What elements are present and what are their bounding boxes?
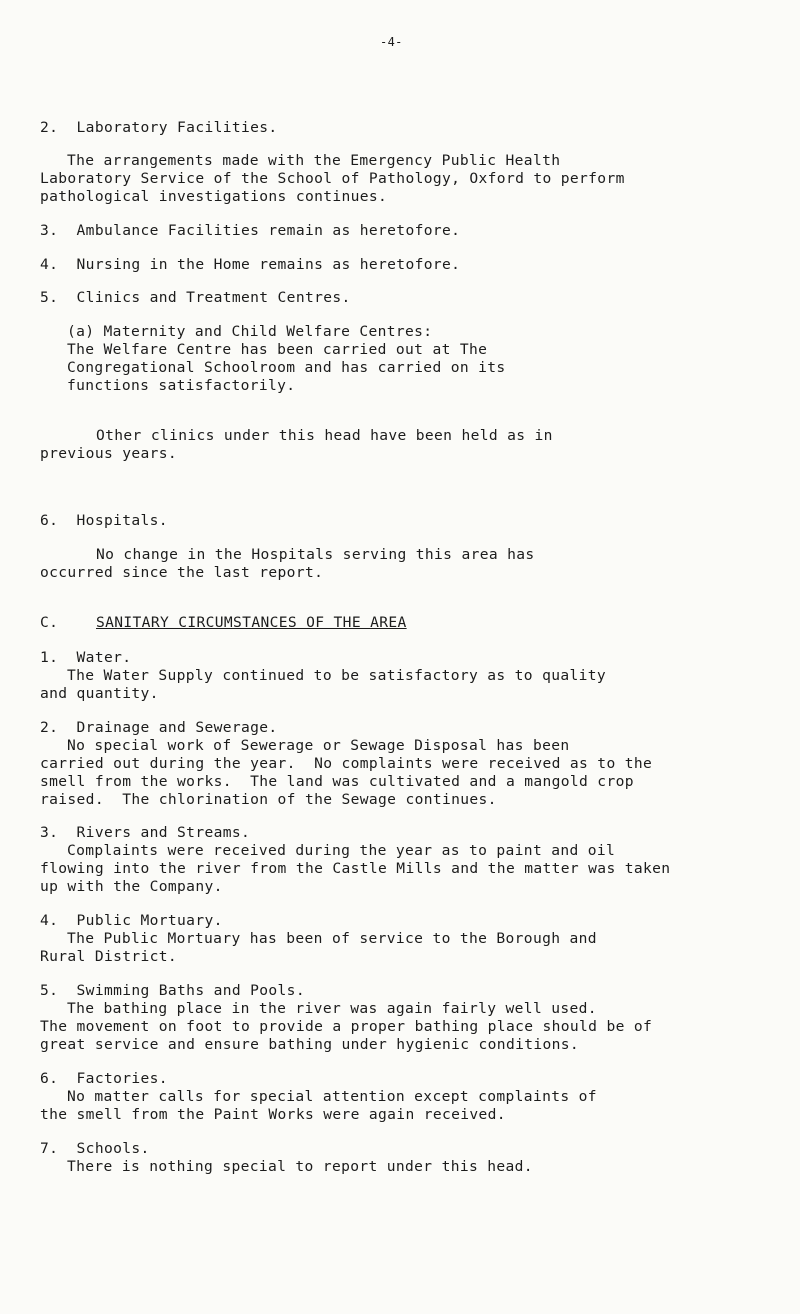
paragraph-line: The Welfare Centre has been carried out at The [67,341,488,358]
paragraph-line: and quantity. [40,685,159,702]
subsection-heading-rivers: 3. Rivers and Streams. [40,824,251,841]
paragraph-line: up with the Company. [40,878,223,895]
paragraph-line: No matter calls for special attention except complaints of [67,1088,597,1105]
paragraph-line: No special work of Sewerage or Sewage Disposal has been [67,737,570,754]
subsection-heading-water: 1. Water. [40,649,132,666]
paragraph-line: No change in the Hospitals serving this area has [96,546,535,563]
paragraph-line: Laboratory Service of the School of Pathology, Oxford to perform [40,170,625,187]
section-nursing: 4. Nursing in the Home remains as heretofore. [40,256,461,273]
paragraph-line: The movement on foot to provide a proper bathing place should be of [40,1018,653,1035]
paragraph-line: Rural District. [40,948,178,965]
page-number: -4- [380,35,403,49]
paragraph-line: occurred since the last report. [40,564,324,581]
paragraph-line: carried out during the year. No complaints were received as to the [40,755,653,772]
paragraph-line: pathological investigations continues. [40,188,388,205]
subsection-heading-factories: 6. Factories. [40,1070,168,1087]
paragraph-line: smell from the works. The land was cultivated and a mangold crop [40,773,634,790]
paragraph-line: flowing into the river from the Castle Mills and the matter was taken [40,860,671,877]
subsection-heading-mortuary: 4. Public Mortuary. [40,912,223,929]
paragraph-line: raised. The chlorination of the Sewage continues. [40,791,497,808]
section-title-sanitary: SANITARY CIRCUMSTANCES OF THE AREA [96,614,407,631]
paragraph-line: The Public Mortuary has been of service to the Borough and [67,930,597,947]
paragraph-line: functions satisfactorily. [67,377,296,394]
subsection-heading-swimming: 5. Swimming Baths and Pools. [40,982,305,999]
section-letter-c: C. [40,614,59,631]
paragraph-line: The bathing place in the river was again fairly well used. [67,1000,597,1017]
paragraph-line: great service and ensure bathing under hygienic conditions. [40,1036,580,1053]
section-heading-clinics: 5. Clinics and Treatment Centres. [40,289,351,306]
section-ambulance: 3. Ambulance Facilities remain as heretofore. [40,222,461,239]
paragraph-line: Complaints were received during the year as to paint and oil [67,842,616,859]
paragraph-line: previous years. [40,445,178,462]
subsection-heading-drainage: 2. Drainage and Sewerage. [40,719,278,736]
paragraph-line: the smell from the Paint Works were again received. [40,1106,506,1123]
section-heading-laboratory: 2. Laboratory Facilities. [40,119,278,136]
paragraph-line: The arrangements made with the Emergency Public Health [67,152,561,169]
sub-heading-maternity: (a) Maternity and Child Welfare Centres: [67,323,433,340]
paragraph-line: Congregational Schoolroom and has carried on its [67,359,506,376]
subsection-heading-schools: 7. Schools. [40,1140,150,1157]
paragraph-line: The Water Supply continued to be satisfactory as to quality [67,667,607,684]
section-heading-hospitals: 6. Hospitals. [40,512,168,529]
paragraph-line: Other clinics under this head have been held as in [96,427,553,444]
paragraph-line: There is nothing special to report under this head. [67,1158,533,1175]
